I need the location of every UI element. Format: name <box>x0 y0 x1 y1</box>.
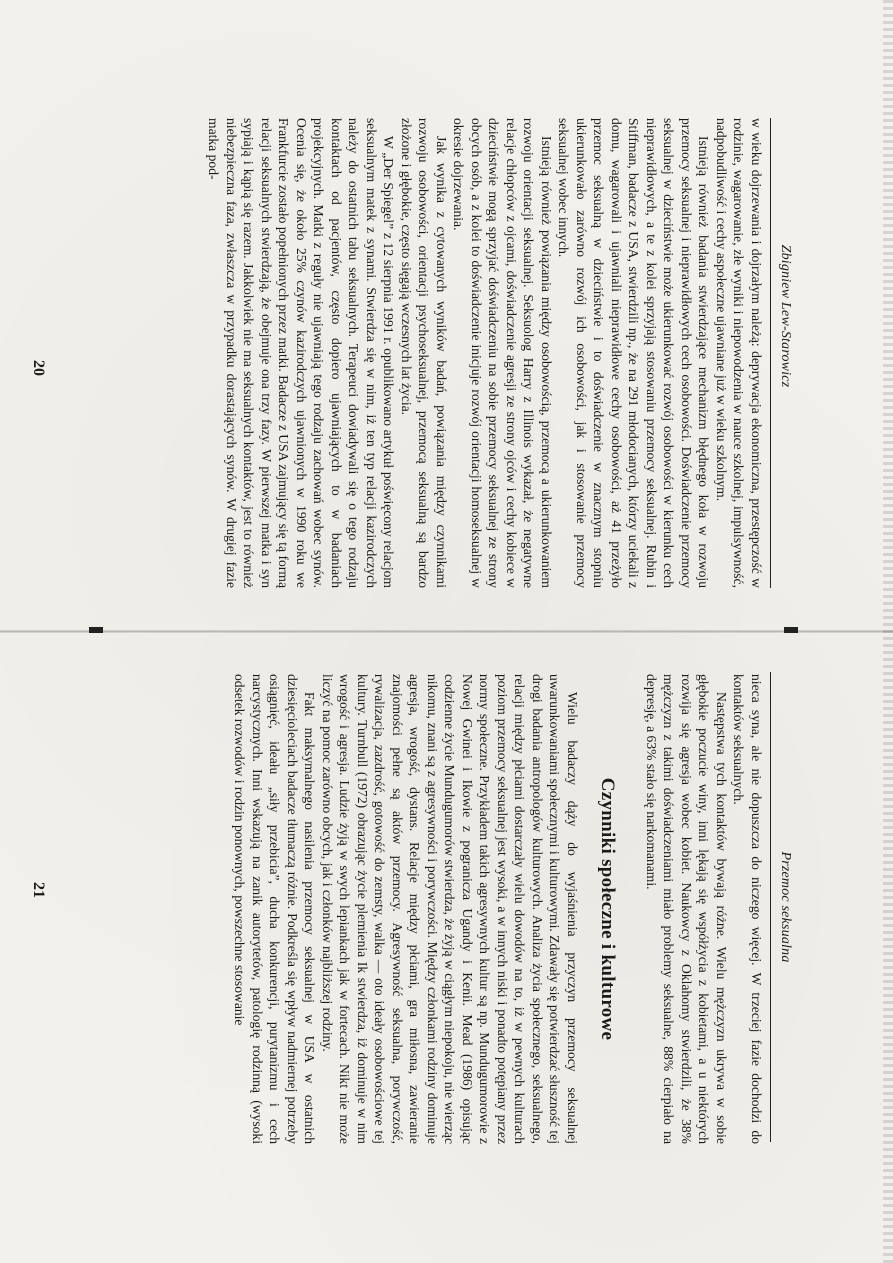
paragraph: Jak wynika z cytowanych wyników badań, powiązania między czynnikami rozwoju osobowości, orientacji psychoseksualnej, przemocą seksualną są bardzo złożone i głębokie, często sięgają wczesnych lat życia. <box>399 118 449 588</box>
paragraph: Istnieją również powiązania między osobowością, przemocą a ukierunkowaniem rozwoju orientacji seksualnej. Seksuolog Harry z Illinois wykazał, że negatywne relacje chłopców z ojcami, doświadczenie agresji ze strony ojców i cechy kobiece w dzieciństwie mogą sprzyjać doświadczeniu na sobie przemocy seksualnej ze strony obcych osób, a z kolei to doświadczenie inicjuje rozwój orientacji homoseksualnej w okresie dojrzewania. <box>451 118 554 588</box>
paragraph: Fakt maksymalnego nasilenia przemocy seksualnej w USA w ostatnich dziesięcioleciach badacze tłumaczą różnie. Podkreśla się wpływ nadmiernej potrzeby osiągnięć, ideału „siły przebicia”, ducha konkurencji, purytanizmu i cech narcystycznych. Inni wskazują na zanik autorytetów, patologię rodzinną (wysoki odsetek rozwodów i rodzin ponownych, powszechne stosowanie <box>232 674 318 1144</box>
section-heading: Czynniki społeczne i kulturowe <box>597 777 619 1041</box>
paragraph: nieca syna, ale nie dopuszcza do niczego więcej. W trzeciej fazie dochodzi do kontaktów seksualnych. <box>731 674 764 1144</box>
paragraph: Istnieją również badania stwierdzające mechanizm błędnego koła w rozwoju przemocy seksualnej i nieprawidłowych cech osobowości. Doświadczenie przemocy seksualnej w dzieciństwie może ukierunkować rozwój osobowości w kierunku cech nieprawidłowych, a te z kolei sprzyjają stosowaniu przemocy seksualnej. Rubin i Stiffman, badacze z USA, stwierdzili np., że na 291 młodocianych, którzy uciekali z domu, wagarowali i ujawniali nieprawidłowe cechy osobowości, aż 41 przeżyło przemoc seksualną w dzieciństwie i to doświadczenie w znacznym stopniu ukierunkowało zarówno rozwój ich osobowości, jak i stosowanie przemocy seksualnej wobec innych. <box>556 118 712 588</box>
header-rule <box>770 118 771 588</box>
header-rule <box>770 672 771 1142</box>
right-page-body <box>231 674 765 1144</box>
page-number: 21 <box>30 882 47 898</box>
left-page-body <box>205 118 765 588</box>
right-page <box>0 632 893 1263</box>
paragraph: w wieku dojrzewania i dojrzałym należą: deprywacja ekonomiczna, przestępczość w rodzinie, wagarowanie, złe wyniki i niepowodzenia w nauce szkolnej, impulsywność, nadpobudliwość i cechy aspołeczne ujawniane już w wieku szkolnym. <box>714 118 764 588</box>
paragraph: Wielu badaczy dąży do wyjaśnienia przyczyn przemocy seksualnej uwarunkowaniami społecznymi i kulturowymi. Zdawały się potwierdzać słuszność tej drogi badania antropologów kulturowych. Analiza życia społecznego, seksualnego, relacji między płciami dostarczały wielu dowodów na to, iż w pewnych kulturach poziom przemocy seksualnej jest wysoki, a w innych niski i ponadto potępiany przez normy społeczne. Przykładem takich agresywnych kultur są np. Mundugumorowie z Nowej Gwinei i Ikowie z pogranicza Ugandy i Kenii. Mead (1986) opisując codzienne życie Mundugumorów stwierdza, że żyją w ciągłym niepokoju, nie wierząc nikomu, znani są z agresywności i porywczości. Między członkami rodziny dominuje agresja, wrogość, dystans. Relacje między płciami, gra miłosna, zawieranie znajomości pełne są aktów przemocy. Agresywność seksualna, porywczość, rywalizacja, zazdrość, gotowość do zemsty, walka — oto ideały osobowościowe tej kultury. Turnbull (1972) obrazując życie plemienia Ik stwierdza, iż dominuje w nim wrogość i agresja. Ludzie żyją w swych lepiankach jak w fortecach. Nikt nie może liczyć na pomoc zarówno obcych, jak i członków najbliższej rodziny. <box>320 674 580 1144</box>
running-head-author: Zbigniew Lew-Starowicz <box>778 244 793 388</box>
page-number: 20 <box>30 360 47 376</box>
paragraph: Następstwa tych kontaktów bywają różne. Wielu mężczyzn ukrywa w sobie głębokie poczucie winy, inni lękają się współżycia z kobietami, a u niektórych rozwija się agresja wobec kobiet. Naukowcy z Oklahomy stwierdzili, że 38% mężczyzn z takimi doświadczeniami miało problemy seksualne, 88% cierpiało na depresję, a 63% stało się narkomanami. <box>644 674 729 1144</box>
running-head-chapter: Przemoc seksualna <box>778 851 793 963</box>
paragraph: W „Der Spiegel” z 12 sierpnia 1991 r. opublikowano artykuł poświęcony relacjom seksualnym matek z synami. Stwierdza się w nim, iż ten typ relacji kazirodczych należy do ostatnich tabu seksualnych. Terapeuci dowiadywali się o tego rodzaju kontaktach od pacjentów, często dopiero ujawniających to w badaniach projekcyjnych. Matki z reguły nie ujawniają tego rodzaju zachowań wobec synów. Ocenia się, że około 25% czynów kazirodczych ujawnionych w 1990 roku we Frankfurcie zostało popełnionych przez matki. Badacze z USA zajmujący się tą formą relacji seksualnych stwierdzają, że obejmuje ona trzy fazy. W pierwszej matka i syn sypiają i kąpią się razem. Jakkolwiek nie ma seksualnych kontaktów, jest to również niebezpieczna faza, zwłaszcza w przypadku dorastających synów. W drugiej fazie matka pod- <box>206 118 397 588</box>
